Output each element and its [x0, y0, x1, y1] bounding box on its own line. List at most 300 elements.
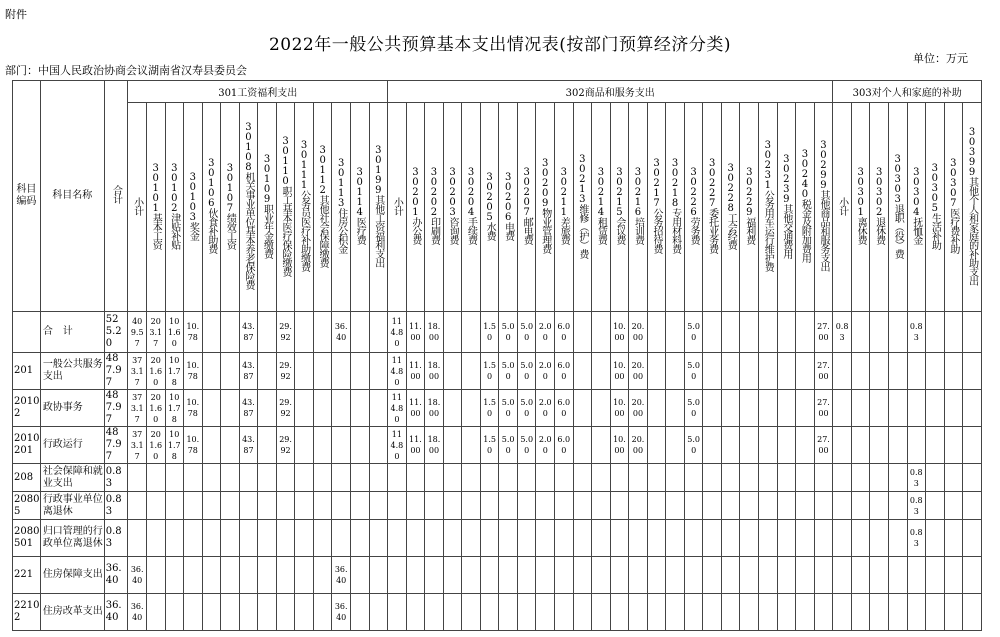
row-cell	[963, 520, 982, 557]
row-cell	[425, 464, 444, 492]
row-total: 487.97	[104, 390, 128, 427]
row-cell	[239, 594, 258, 631]
row-cell	[258, 594, 277, 631]
row-cell: 2.00	[536, 390, 555, 427]
row-cell: 20.00	[629, 353, 648, 390]
row-cell	[202, 520, 221, 557]
row-cell	[146, 520, 165, 557]
row-cell	[963, 312, 982, 353]
row-cell	[499, 464, 518, 492]
budget-table	[12, 80, 982, 631]
col-header-1	[146, 103, 165, 312]
row-cell	[907, 594, 926, 631]
row-cell	[239, 557, 258, 594]
col-header-7	[258, 103, 277, 312]
row-cell	[851, 557, 870, 594]
col-header-label: 30209物业管理费	[539, 158, 551, 253]
row-cell: 29.92	[276, 312, 295, 353]
row-cell	[239, 492, 258, 520]
row-cell	[870, 312, 889, 353]
row-cell: 201.60	[146, 427, 165, 464]
col-header-45	[963, 103, 982, 312]
row-cell: 10.00	[610, 312, 629, 353]
row-cell: 0.83	[907, 312, 926, 353]
row-cell	[740, 464, 759, 492]
row-cell	[184, 557, 203, 594]
row-cell	[629, 557, 648, 594]
col-header-label: 30303退职（役）费	[892, 153, 904, 258]
table-row	[13, 353, 982, 390]
row-cell: 101.78	[165, 353, 184, 390]
row-cell: 0.83	[907, 520, 926, 557]
row-cell: 36.40	[332, 557, 351, 594]
row-cell	[888, 492, 907, 520]
row-cell	[870, 557, 889, 594]
col-header-label: 30101基本工资	[150, 162, 162, 249]
group-302: 302商品和服务支出	[388, 81, 833, 103]
col-header-9	[295, 103, 314, 312]
col-header-20	[499, 103, 518, 312]
row-cell	[146, 594, 165, 631]
row-cell	[369, 390, 388, 427]
row-cell	[128, 492, 147, 520]
row-cell	[777, 557, 796, 594]
row-cell	[369, 520, 388, 557]
row-cell	[647, 520, 666, 557]
row-cell	[833, 557, 852, 594]
table-row	[13, 427, 982, 464]
row-cell	[462, 353, 481, 390]
row-cell	[239, 520, 258, 557]
row-cell	[295, 492, 314, 520]
row-cell	[555, 594, 574, 631]
col-header-label: 30211差旅费	[558, 167, 570, 244]
row-cell	[963, 594, 982, 631]
row-cell	[406, 464, 425, 492]
col-header-36	[796, 103, 815, 312]
row-cell	[517, 492, 536, 520]
col-header-40	[870, 103, 889, 312]
row-cell: 18.00	[425, 353, 444, 390]
row-cell: 43.87	[239, 427, 258, 464]
row-cell	[443, 492, 462, 520]
row-cell: 0.83	[907, 464, 926, 492]
row-cell: 2.00	[536, 427, 555, 464]
row-cell	[759, 353, 778, 390]
col-header-label: 30199其他工资福利支出	[372, 144, 384, 267]
row-cell	[258, 557, 277, 594]
row-cell	[555, 464, 574, 492]
row-code: 2080501	[13, 520, 41, 557]
header-total	[104, 81, 128, 312]
row-cell	[592, 557, 611, 594]
col-header-4	[202, 103, 221, 312]
row-cell: 20.00	[629, 390, 648, 427]
row-cell	[944, 427, 963, 464]
row-cell	[128, 520, 147, 557]
row-cell	[276, 492, 295, 520]
row-cell	[406, 594, 425, 631]
row-cell	[647, 492, 666, 520]
row-cell	[332, 353, 351, 390]
row-cell	[944, 520, 963, 557]
table-row	[13, 390, 982, 427]
row-cell	[759, 464, 778, 492]
row-name: 政协事务	[40, 390, 104, 427]
col-header-label: 30207邮电费	[521, 167, 533, 244]
row-cell	[740, 492, 759, 520]
col-header-label: 30231公务用车运行维护费	[762, 140, 774, 271]
row-cell	[332, 492, 351, 520]
row-cell	[777, 312, 796, 353]
row-cell	[926, 390, 945, 427]
row-cell	[666, 427, 685, 464]
row-cell	[425, 520, 444, 557]
row-cell	[499, 492, 518, 520]
table-row	[13, 520, 982, 557]
row-cell: 20.00	[629, 312, 648, 353]
row-name: 行政运行	[40, 427, 104, 464]
row-cell	[462, 557, 481, 594]
col-header-11	[332, 103, 351, 312]
row-cell	[221, 464, 240, 492]
row-cell	[517, 594, 536, 631]
row-cell	[462, 312, 481, 353]
department-label: 部门：中国人民政治协商会议湖南省汉寿县委员会	[5, 64, 247, 77]
row-total: 0.83	[104, 464, 128, 492]
row-cell	[666, 390, 685, 427]
row-cell	[851, 312, 870, 353]
row-cell	[165, 557, 184, 594]
col-header-24	[573, 103, 592, 312]
row-cell	[907, 390, 926, 427]
group-303: 303对个人和家庭的补助	[833, 81, 982, 103]
row-cell	[184, 594, 203, 631]
row-cell	[721, 353, 740, 390]
row-cell	[239, 464, 258, 492]
row-cell	[443, 557, 462, 594]
row-cell	[703, 520, 722, 557]
col-header-13	[369, 103, 388, 312]
table-row	[13, 492, 982, 520]
row-cell	[647, 464, 666, 492]
row-cell: 114.80	[388, 312, 407, 353]
table-row	[13, 594, 982, 631]
row-cell	[592, 520, 611, 557]
row-cell	[350, 353, 369, 390]
col-header-label: 30111公务员医疗补助缴费	[298, 140, 310, 271]
row-cell	[610, 520, 629, 557]
row-cell: 201.60	[146, 353, 165, 390]
row-cell: 27.00	[814, 427, 833, 464]
col-header-38	[833, 103, 852, 312]
row-cell	[313, 557, 332, 594]
row-cell	[703, 464, 722, 492]
row-cell	[221, 427, 240, 464]
row-cell	[759, 520, 778, 557]
col-header-label: 30299其他商品和服务支出	[817, 140, 829, 271]
row-cell	[703, 427, 722, 464]
row-cell	[165, 594, 184, 631]
row-cell	[258, 312, 277, 353]
row-cell	[462, 594, 481, 631]
row-cell: 10.78	[184, 312, 203, 353]
row-cell	[462, 492, 481, 520]
row-cell	[721, 594, 740, 631]
row-cell	[629, 464, 648, 492]
row-name: 行政事业单位离退休	[40, 492, 104, 520]
col-header-label: 30201办公费	[409, 167, 421, 244]
row-cell	[814, 492, 833, 520]
row-cell	[480, 492, 499, 520]
row-cell	[647, 353, 666, 390]
row-cell	[221, 594, 240, 631]
table-row	[13, 464, 982, 492]
row-cell	[369, 557, 388, 594]
row-cell	[295, 390, 314, 427]
row-cell	[888, 464, 907, 492]
col-header-label: 30204手续费	[465, 167, 477, 244]
row-cell	[202, 557, 221, 594]
row-cell	[759, 427, 778, 464]
row-cell	[313, 492, 332, 520]
row-cell	[796, 312, 815, 353]
col-header-34	[759, 103, 778, 312]
row-cell: 27.00	[814, 353, 833, 390]
row-cell: 43.87	[239, 390, 258, 427]
row-cell	[703, 390, 722, 427]
row-cell	[851, 520, 870, 557]
row-code: 20805	[13, 492, 41, 520]
row-cell	[258, 464, 277, 492]
row-code: 208	[13, 464, 41, 492]
row-cell	[684, 557, 703, 594]
col-header-label: 30102津贴补贴	[168, 162, 180, 249]
col-header-label: 30110职工基本医疗保险缴费	[280, 135, 292, 276]
col-header-label: 30226劳务费	[688, 167, 700, 244]
row-cell: 373.17	[128, 390, 147, 427]
row-cell	[221, 557, 240, 594]
col-header-33	[740, 103, 759, 312]
row-cell	[777, 353, 796, 390]
row-cell	[499, 594, 518, 631]
row-cell	[963, 427, 982, 464]
row-cell: 11.00	[406, 427, 425, 464]
row-cell	[963, 353, 982, 390]
col-header-label: 30103奖金	[187, 171, 199, 240]
col-header-32	[721, 103, 740, 312]
row-cell	[666, 594, 685, 631]
row-cell	[796, 594, 815, 631]
row-cell	[833, 492, 852, 520]
row-cell	[851, 464, 870, 492]
row-cell	[888, 520, 907, 557]
row-cell	[517, 520, 536, 557]
row-cell: 5.00	[517, 353, 536, 390]
row-cell: 11.00	[406, 312, 425, 353]
row-cell	[350, 557, 369, 594]
row-cell: 43.87	[239, 353, 258, 390]
col-header-label: 30239其他交通费用	[780, 153, 792, 258]
col-header-label: 30304抚恤金	[910, 167, 922, 244]
row-cell	[573, 520, 592, 557]
col-header-41	[888, 103, 907, 312]
row-cell	[573, 594, 592, 631]
row-cell	[907, 557, 926, 594]
row-cell: 409.57	[128, 312, 147, 353]
row-cell	[221, 492, 240, 520]
row-cell	[888, 594, 907, 631]
row-name: 一般公共服务支出	[40, 353, 104, 390]
row-cell	[295, 520, 314, 557]
row-cell: 5.00	[684, 427, 703, 464]
row-cell	[406, 520, 425, 557]
row-cell	[888, 312, 907, 353]
col-header-6	[239, 103, 258, 312]
row-cell	[721, 464, 740, 492]
row-cell	[610, 492, 629, 520]
col-header-25	[592, 103, 611, 312]
col-header-12	[350, 103, 369, 312]
header-name: 科目名称	[40, 81, 104, 312]
row-cell: 36.40	[332, 312, 351, 353]
row-cell: 5.00	[517, 390, 536, 427]
row-cell	[221, 353, 240, 390]
row-cell	[313, 594, 332, 631]
row-cell	[555, 520, 574, 557]
row-cell	[796, 353, 815, 390]
row-cell	[851, 492, 870, 520]
col-header-label: 30229福利费	[743, 167, 755, 244]
col-header-label: 30114医疗费	[354, 167, 366, 244]
row-cell: 18.00	[425, 312, 444, 353]
row-cell	[647, 390, 666, 427]
row-total: 36.40	[104, 557, 128, 594]
row-cell	[703, 312, 722, 353]
row-cell	[740, 353, 759, 390]
row-name: 住房改革支出	[40, 594, 104, 631]
row-cell	[536, 594, 555, 631]
row-cell	[295, 427, 314, 464]
row-cell	[443, 520, 462, 557]
col-header-39	[851, 103, 870, 312]
row-cell	[276, 520, 295, 557]
row-cell: 10.00	[610, 353, 629, 390]
row-cell	[443, 427, 462, 464]
col-header-label: 30113住房公积金	[335, 158, 347, 253]
row-cell	[295, 312, 314, 353]
row-cell	[814, 557, 833, 594]
row-cell	[610, 464, 629, 492]
row-cell	[926, 353, 945, 390]
row-cell	[759, 594, 778, 631]
row-cell: 36.40	[128, 594, 147, 631]
row-cell	[443, 390, 462, 427]
row-cell: 11.00	[406, 353, 425, 390]
row-cell	[128, 464, 147, 492]
row-cell	[833, 520, 852, 557]
row-cell	[573, 557, 592, 594]
row-total: 525.20	[104, 312, 128, 353]
row-cell	[740, 557, 759, 594]
col-header-17	[443, 103, 462, 312]
row-cell: 114.80	[388, 353, 407, 390]
row-cell	[555, 492, 574, 520]
row-cell	[369, 427, 388, 464]
row-cell	[313, 312, 332, 353]
row-cell	[944, 464, 963, 492]
row-cell	[350, 594, 369, 631]
row-cell	[647, 312, 666, 353]
row-cell	[870, 492, 889, 520]
row-cell	[888, 353, 907, 390]
row-cell	[777, 520, 796, 557]
row-cell	[276, 594, 295, 631]
col-header-21	[517, 103, 536, 312]
col-header-26	[610, 103, 629, 312]
row-cell: 5.00	[499, 390, 518, 427]
row-cell	[759, 390, 778, 427]
row-cell	[796, 427, 815, 464]
row-cell	[926, 557, 945, 594]
row-total: 36.40	[104, 594, 128, 631]
row-cell	[684, 464, 703, 492]
row-cell	[926, 520, 945, 557]
row-cell	[443, 594, 462, 631]
row-cell: 5.00	[499, 312, 518, 353]
row-cell	[592, 464, 611, 492]
row-cell	[777, 492, 796, 520]
row-cell	[666, 353, 685, 390]
row-cell: 5.00	[684, 353, 703, 390]
row-cell	[517, 464, 536, 492]
col-header-14	[388, 103, 407, 312]
row-cell	[740, 390, 759, 427]
row-cell	[406, 492, 425, 520]
row-cell: 201.60	[146, 390, 165, 427]
row-cell: 18.00	[425, 390, 444, 427]
row-cell	[202, 312, 221, 353]
row-cell	[462, 390, 481, 427]
row-cell: 6.00	[555, 353, 574, 390]
col-header-label: 30215会议费	[613, 167, 625, 244]
row-cell	[221, 312, 240, 353]
row-cell	[369, 594, 388, 631]
row-cell	[276, 557, 295, 594]
row-cell	[332, 520, 351, 557]
row-cell	[295, 353, 314, 390]
row-cell	[406, 557, 425, 594]
row-cell	[833, 427, 852, 464]
row-cell	[944, 390, 963, 427]
row-code: 22102	[13, 594, 41, 631]
row-cell	[833, 464, 852, 492]
row-cell: 29.92	[276, 353, 295, 390]
row-cell	[833, 594, 852, 631]
row-cell	[796, 492, 815, 520]
col-header-22	[536, 103, 555, 312]
row-cell	[443, 312, 462, 353]
row-cell	[202, 427, 221, 464]
row-cell	[740, 427, 759, 464]
row-cell	[796, 464, 815, 492]
row-cell	[851, 427, 870, 464]
row-name: 社会保障和就业支出	[40, 464, 104, 492]
col-header-label: 30203咨询费	[447, 167, 458, 244]
row-cell	[184, 520, 203, 557]
row-cell: 1.50	[480, 427, 499, 464]
row-cell	[944, 492, 963, 520]
